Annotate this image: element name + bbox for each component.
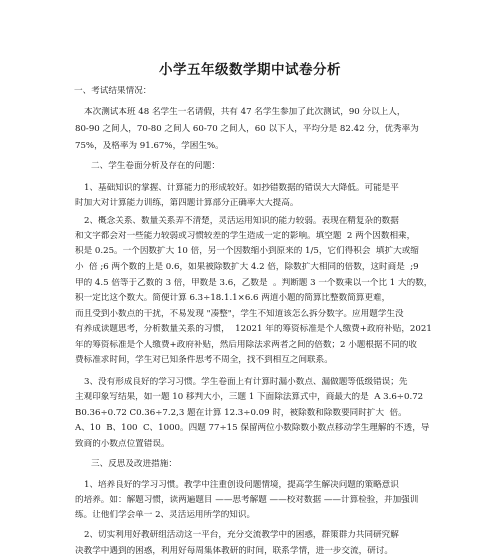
paragraph-line: 费标准求时间，学生对已知条件思考不周全，找不到相互之间联系。 bbox=[75, 355, 333, 365]
document-title: 小学五年级数学期中试卷分析 bbox=[159, 62, 341, 78]
paragraph-line: 而且受到小数点的干扰，不易发现 "凑整"，学生不知道该怎么拆分数字。应用题学生没 bbox=[75, 309, 404, 319]
paragraph-line: 本次测试本班 48 名学生一名请假，共有 47 名学生参加了此次测试，90 分以上人， bbox=[84, 107, 406, 117]
paragraph-line: 80-90 之间人，70-80 之间人 60-70 之间人，60 以下人，平均分是 82.42 分，优秀率为 bbox=[75, 124, 419, 134]
paragraph-line: 练。让他们学会单一 2、灵活运用所学的知识。 bbox=[75, 510, 256, 520]
section-heading-1: 一、考试结果情况： bbox=[74, 86, 152, 96]
paragraph-line: 2、切实利用好教研组活动这一平台，充分交流教学中的困惑，群策群力共同研究解 bbox=[84, 530, 399, 540]
paragraph-line: 和文字都会对一些能力较弱或习惯较差的学生造成一定的影响。填空题 2 两个因数相乘， bbox=[75, 231, 416, 241]
paragraph-line: 积一定比这个数大。简便计算 6.3÷18.1.1×6.6 两道小题的简算比整数简算更难， bbox=[75, 293, 391, 303]
paragraph-line: 1、基础知识的掌握、计算能力的形成较好。如抄错数据的错误大大降低。可能是平 bbox=[84, 183, 399, 193]
paragraph-line: 有养成读题思考，分析数量关系的习惯， 12021 年的筹资标准是个人缴费+政府补贴，2021 bbox=[75, 324, 432, 334]
paragraph-line: 决教学中遇到的困惑，利用好每周集体教研的时间，联系学情，进一步交流，研讨。 bbox=[75, 546, 393, 556]
paragraph-line: 致商的小数点位置错误。 bbox=[75, 439, 170, 449]
paragraph-line: 2、概念关系、数量关系弄不清楚，灵活运用知识的能力较弱。表现在精复杂的数据 bbox=[84, 216, 399, 226]
paragraph-line: 1、培养良好的学习习惯。教学中注重创设问题情境，提高学生解决问题的策略意识 bbox=[84, 480, 399, 490]
paragraph-line: 75%，及格率为 91.67%，学困生%。 bbox=[75, 141, 224, 151]
paragraph-line: B0.36÷0.72 C0.36÷7.2,3 题在计算 12.3÷0.09 时，被除数和除数要同时扩大 倍。 bbox=[75, 408, 407, 418]
paragraph-line: 年的筹资标准是个人缴费+政府补贴，然后用除法求两者之间的倍数；2 小题根据不同的收 bbox=[75, 340, 417, 350]
paragraph-line: 小 倍 ;6 两个数的上是 0.6，如果被除数扩大 4.2 倍，除数扩大相同的倍数，这时商是 ;9 bbox=[75, 262, 419, 272]
section-heading-2: 二、学生卷面分析及存在的问题： bbox=[91, 161, 220, 171]
paragraph-line: 3、没有形成良好的学习习惯。学生卷面上有计算时漏小数点、漏做题等低级错误；先 bbox=[84, 377, 408, 387]
paragraph-line: 主观印象写结果，如一题 10 移判大小，三题 1 下面除法算式中，商最大的是 A 3.6÷0.72 bbox=[75, 392, 424, 402]
paragraph-line: 积是 0.25。一个因数扩大 10 倍，另一个因数缩小到原来的 1/5，它们得积会 填扩大或缩 bbox=[75, 246, 419, 256]
section-heading-3: 三、反思及改进措施： bbox=[91, 459, 177, 469]
paragraph-line: 时加大对计算能力训练，第四题计算部分正确率大大提高。 bbox=[75, 198, 299, 208]
paragraph-line: A、10 B、100 C、1000。四题 77÷15 保留两位小数除数小数点移动学生理解的不透，导 bbox=[75, 423, 430, 433]
paragraph-line: 甲的 4.5 倍等于乙数的 3 倍，甲数是 3.6，乙数是 。判断题 3 一个数乘以一个比 1 大的数， bbox=[75, 278, 433, 288]
paragraph-line: 的培养。如：解题习惯，读两遍题目 ——思考解题 ——校对数据 ——计算检验，并加强训 bbox=[75, 495, 419, 505]
